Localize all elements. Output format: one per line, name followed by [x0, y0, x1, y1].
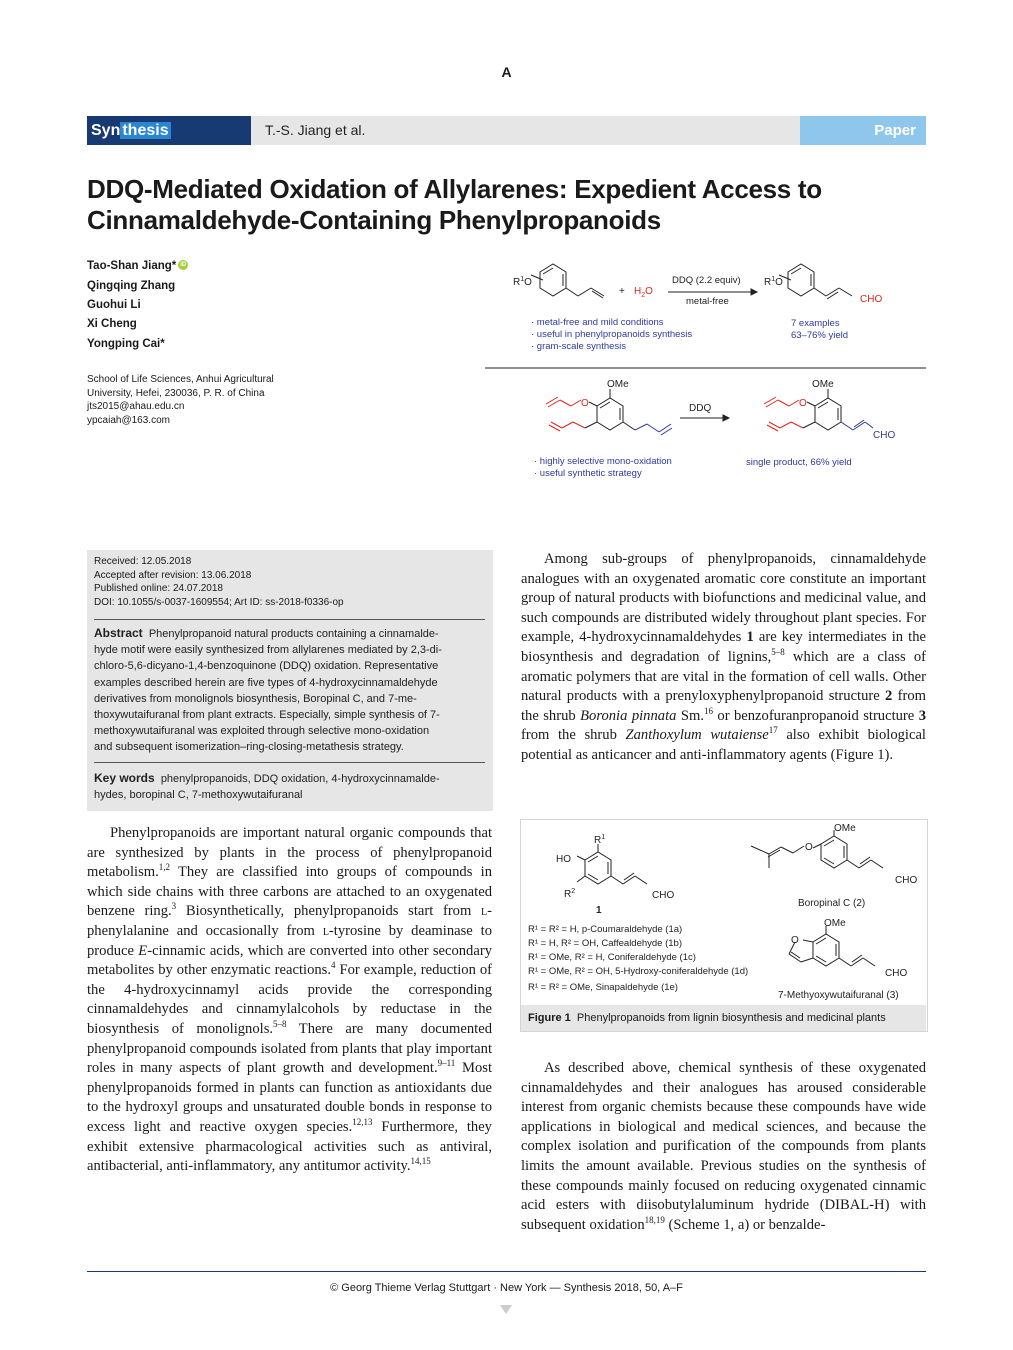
author-3: Guohui Li: [87, 299, 141, 311]
affiliation: School of Life Sciences, Anhui Agricultural University, Hefei, 230036, P. R. of China jts2015@ahau.edu.cn ypcaiah@163.com: [87, 374, 274, 426]
svg-text:+: +: [619, 286, 625, 297]
journal-name-part1: Syn: [91, 122, 121, 139]
figure-caption-label: Figure 1: [528, 1012, 571, 1024]
next-page-arrow-icon[interactable]: [500, 1305, 512, 1314]
figure-1-structures: [521, 820, 925, 1004]
doi-link[interactable]: DOI: 10.1055/s-0037-1609554; Art ID: ss-2018-f0336-op: [94, 596, 344, 608]
svg-text:R¹ = R² = H, p-Coumaraldehyde: R¹ = R² = H, p-Coumaraldehyde (1a): [528, 924, 683, 935]
body-left-column: Phenylpropanoids are important natural organic compounds that are synthesized by plants in the process of phenylpropanoid metabolism.$^{1,2}$ They are classified into groups of compounds in which side chains with three carbons are attached to an oxygenated benzene ring.$^3$ Biosynthetically, phenylpropanoids start from l-phenylalanine and occasionally from l-tyrosine by deaminase to produce E-cinnamic acids, which are converted into other secondary metabolites by other enzymatic reactions.$^4$ For example, reduction of the 4-hydroxycinnamyl acids provide the corresponding cinnamaldehydes and cinnamylalcohols by reductase in the biosynthesis of monolignols.$^{5-8}$ There are many documented phenylpropanoid compounds isolated from plants that play important roles in many aspects of plant growth and development.$^{9-11}$ Most phenylpropanoids formed in plants can function as antioxidants due to the hydroxyl groups and unsaturated double bonds in response to excess light and reactive oxygen species.$^{12,13}$ Furthermore, they exhibit extensive pharmacological activities such as antiviral, antibacterial, anti-inflammatory, any antitumor activity.$^{14,15}$: [87, 825, 493, 1175]
svg-text:H2O: $H_2O$: [634, 286, 653, 299]
footer-divider: [87, 1271, 926, 1272]
author-5: Yongping Cai*: [87, 338, 165, 350]
svg-text:63–76% yield: 63–76% yield: [791, 330, 849, 341]
svg-text:CHO: CHO: [885, 968, 908, 979]
author-1: Tao-Shan Jiang* iD: [87, 260, 187, 272]
svg-text:· metal-free and mild conditio: · metal-free and mild conditions: [531, 317, 664, 328]
figure-caption-text: Phenylpropanoids from lignin biosynthesis and medicinal plants: [576, 1012, 886, 1024]
body-right-column-top: Among sub-groups of phenylpropanoids, cinnamaldehyde analogues with an oxygenated aromatic core constitute an important group of natural products with biofunctions and medicinal value, and such compounds are distributed widely throughout plant species. For example, 4-hydroxycinnamaldehydes 1 are key intermediates in the biosynthesis and degradation of lignins,$^{5-8}$ which are a class of aromatic polymers that are vital in the formation of cell walls. Other natural products with a prenyloxyphenylpropanoid structure 2 from the shrub Boronia pinnata Sm.$^{16}$ or benzofuranpropanoid structure 3 from the shrub Zanthoxylum wutaiense$^{17}$ also exhibit biological potential as anticancer and anti-inflammatory agents (Figure 1).: [521, 551, 927, 763]
author-4: Xi Cheng: [87, 318, 137, 330]
svg-text:R1O: $R^1O$: [764, 276, 783, 288]
svg-text:· highly selective mono-oxidat: · highly selective mono-oxidation: [534, 456, 672, 467]
article-type-label: Paper: [874, 122, 916, 139]
keywords-label: Key words: [94, 771, 155, 785]
svg-text:R¹ = OMe, R² = OH, 5-Hydroxy-c: R¹ = OMe, R² = OH, 5-Hydroxy-coniferaldehyde (1d): [528, 966, 749, 977]
svg-text:7-Methyoxywutaifuranal (3): 7-Methyoxywutaifuranal (3): [778, 990, 899, 1001]
svg-text:OMe: OMe: [824, 918, 846, 929]
abstract-label: Abstract: [94, 626, 143, 640]
divider: [94, 619, 485, 620]
svg-text:1: 1: [596, 905, 602, 916]
svg-text:CHO: CHO: [652, 890, 675, 901]
svg-text:OMe: OMe: [607, 379, 629, 390]
body-right-column-bottom: As described above, chemical synthesis of these oxygenated cinnamaldehydes and their analogues has aroused considerable interest from organic chemists because these compounds have wide applications in biological and medical sciences, and because the complex isolation and purification of the compounds from plants limits the amount available. Previous studies on the synthesis of these compounds mainly focused on reducing oxygenated cinnamic acid esters with diisobutylaluminum hydride (DIBAL-H) with subsequent oxidation$^{18,19}$ (Scheme 1, a) or benzalde-: [521, 1060, 926, 1233]
divider: [94, 762, 485, 763]
svg-text:HO: HO: [556, 854, 571, 865]
svg-text:CHO: CHO: [895, 875, 918, 886]
svg-text:O: O: [799, 398, 807, 409]
article-title: DDQ-Mediated Oxidation of Allylarenes: Expedient Access to Cinnamaldehyde-Containing Phenylpropanoids: [87, 174, 822, 235]
running-authors: T.-S. Jiang et al.: [265, 122, 366, 138]
svg-text:7 examples: 7 examples: [791, 318, 840, 329]
email-link[interactable]: jts2015@ahau.edu.cn: [87, 401, 185, 412]
keywords: Key words phenylpropanoids, DDQ oxidation, 4-hydroxycinnamalde- hydes, boropinal C, 7-methoxywutaifuranal: [94, 771, 440, 802]
svg-text:single product, 66% yield: single product, 66% yield: [746, 457, 852, 468]
graphical-abstract: [485, 258, 926, 488]
svg-text:DDQ (2.2 equiv): DDQ (2.2 equiv): [672, 275, 741, 286]
journal-logo: [87, 116, 251, 145]
svg-text:· gram-scale synthesis: · gram-scale synthesis: [531, 341, 627, 352]
svg-text:R¹ = R² = OMe, Sinapaldehyde (: R¹ = R² = OMe, Sinapaldehyde (1e): [528, 982, 678, 993]
svg-text:O: O: [581, 398, 589, 409]
email-link[interactable]: ypcaiah@163.com: [87, 414, 170, 426]
svg-text:metal-free: metal-free: [686, 296, 729, 307]
svg-text:O: O: [791, 935, 799, 946]
svg-text:DDQ: DDQ: [689, 403, 712, 414]
svg-text:CHO: CHO: [873, 430, 896, 441]
orcid-icon[interactable]: iD: [180, 262, 187, 268]
journal-name-part2: thesis: [122, 122, 169, 139]
figure-caption: [521, 1005, 926, 1031]
article-dates: Received: 12.05.2018 Accepted after revision: 13.06.2018 Published online: 24.07.2018 DOI: 10.1055/s-0037-1609554; Art ID: ss-2018-f0336-op: [94, 556, 344, 608]
svg-text:O: O: [805, 842, 813, 853]
footer-citation: © Georg Thieme Verlag Stuttgart · New York — Synthesis 2018, 50, A–F: [330, 1282, 683, 1294]
svg-text:R1O: $R^1O$: [513, 276, 532, 288]
svg-text:R1: $R^1$: [594, 834, 606, 846]
author-2: Qingqing Zhang: [87, 280, 176, 292]
svg-text:R¹ = OMe, R² = H, Coniferaldeh: R¹ = OMe, R² = H, Coniferaldehyde (1c): [528, 952, 696, 963]
svg-text:· useful synthetic strategy: · useful synthetic strategy: [534, 468, 642, 479]
page-letter: A: [501, 64, 512, 80]
svg-text:· useful in phenylpropanoids s: · useful in phenylpropanoids synthesis: [531, 329, 693, 340]
svg-text:Boropinal C (2): Boropinal C (2): [798, 898, 866, 909]
svg-text:OMe: OMe: [834, 823, 856, 834]
svg-text:OMe: OMe: [812, 379, 834, 390]
svg-text:R2: $R^2$: [564, 888, 576, 900]
abstract: Abstract Phenylpropanoid natural products containing a cinnamalde- hyde motif were easily synthesized from allylarenes mediated by 2,3-di- chloro-5,6-dicyano-1,4-benzoquinone (DDQ) oxidation. Representative examples described herein are five types of 4-hydroxycinnamaldehyde derivatives from monolignols biosynthesis, Boropinal C, and 7-me- thoxywutaifuranal from plant extracts. Especially, simple synthesis of 7- methoxywutaifuranal was exploited through selective mono-oxidation and subsequent isomerization–ring-closing-metathesis strategy.: [94, 626, 442, 754]
article-type-badge: [800, 116, 926, 145]
svg-text:R¹ = H, R² = OH, Caffealdehyde: R¹ = H, R² = OH, Caffealdehyde (1b): [528, 938, 682, 949]
svg-text:CHO: CHO: [860, 294, 883, 305]
